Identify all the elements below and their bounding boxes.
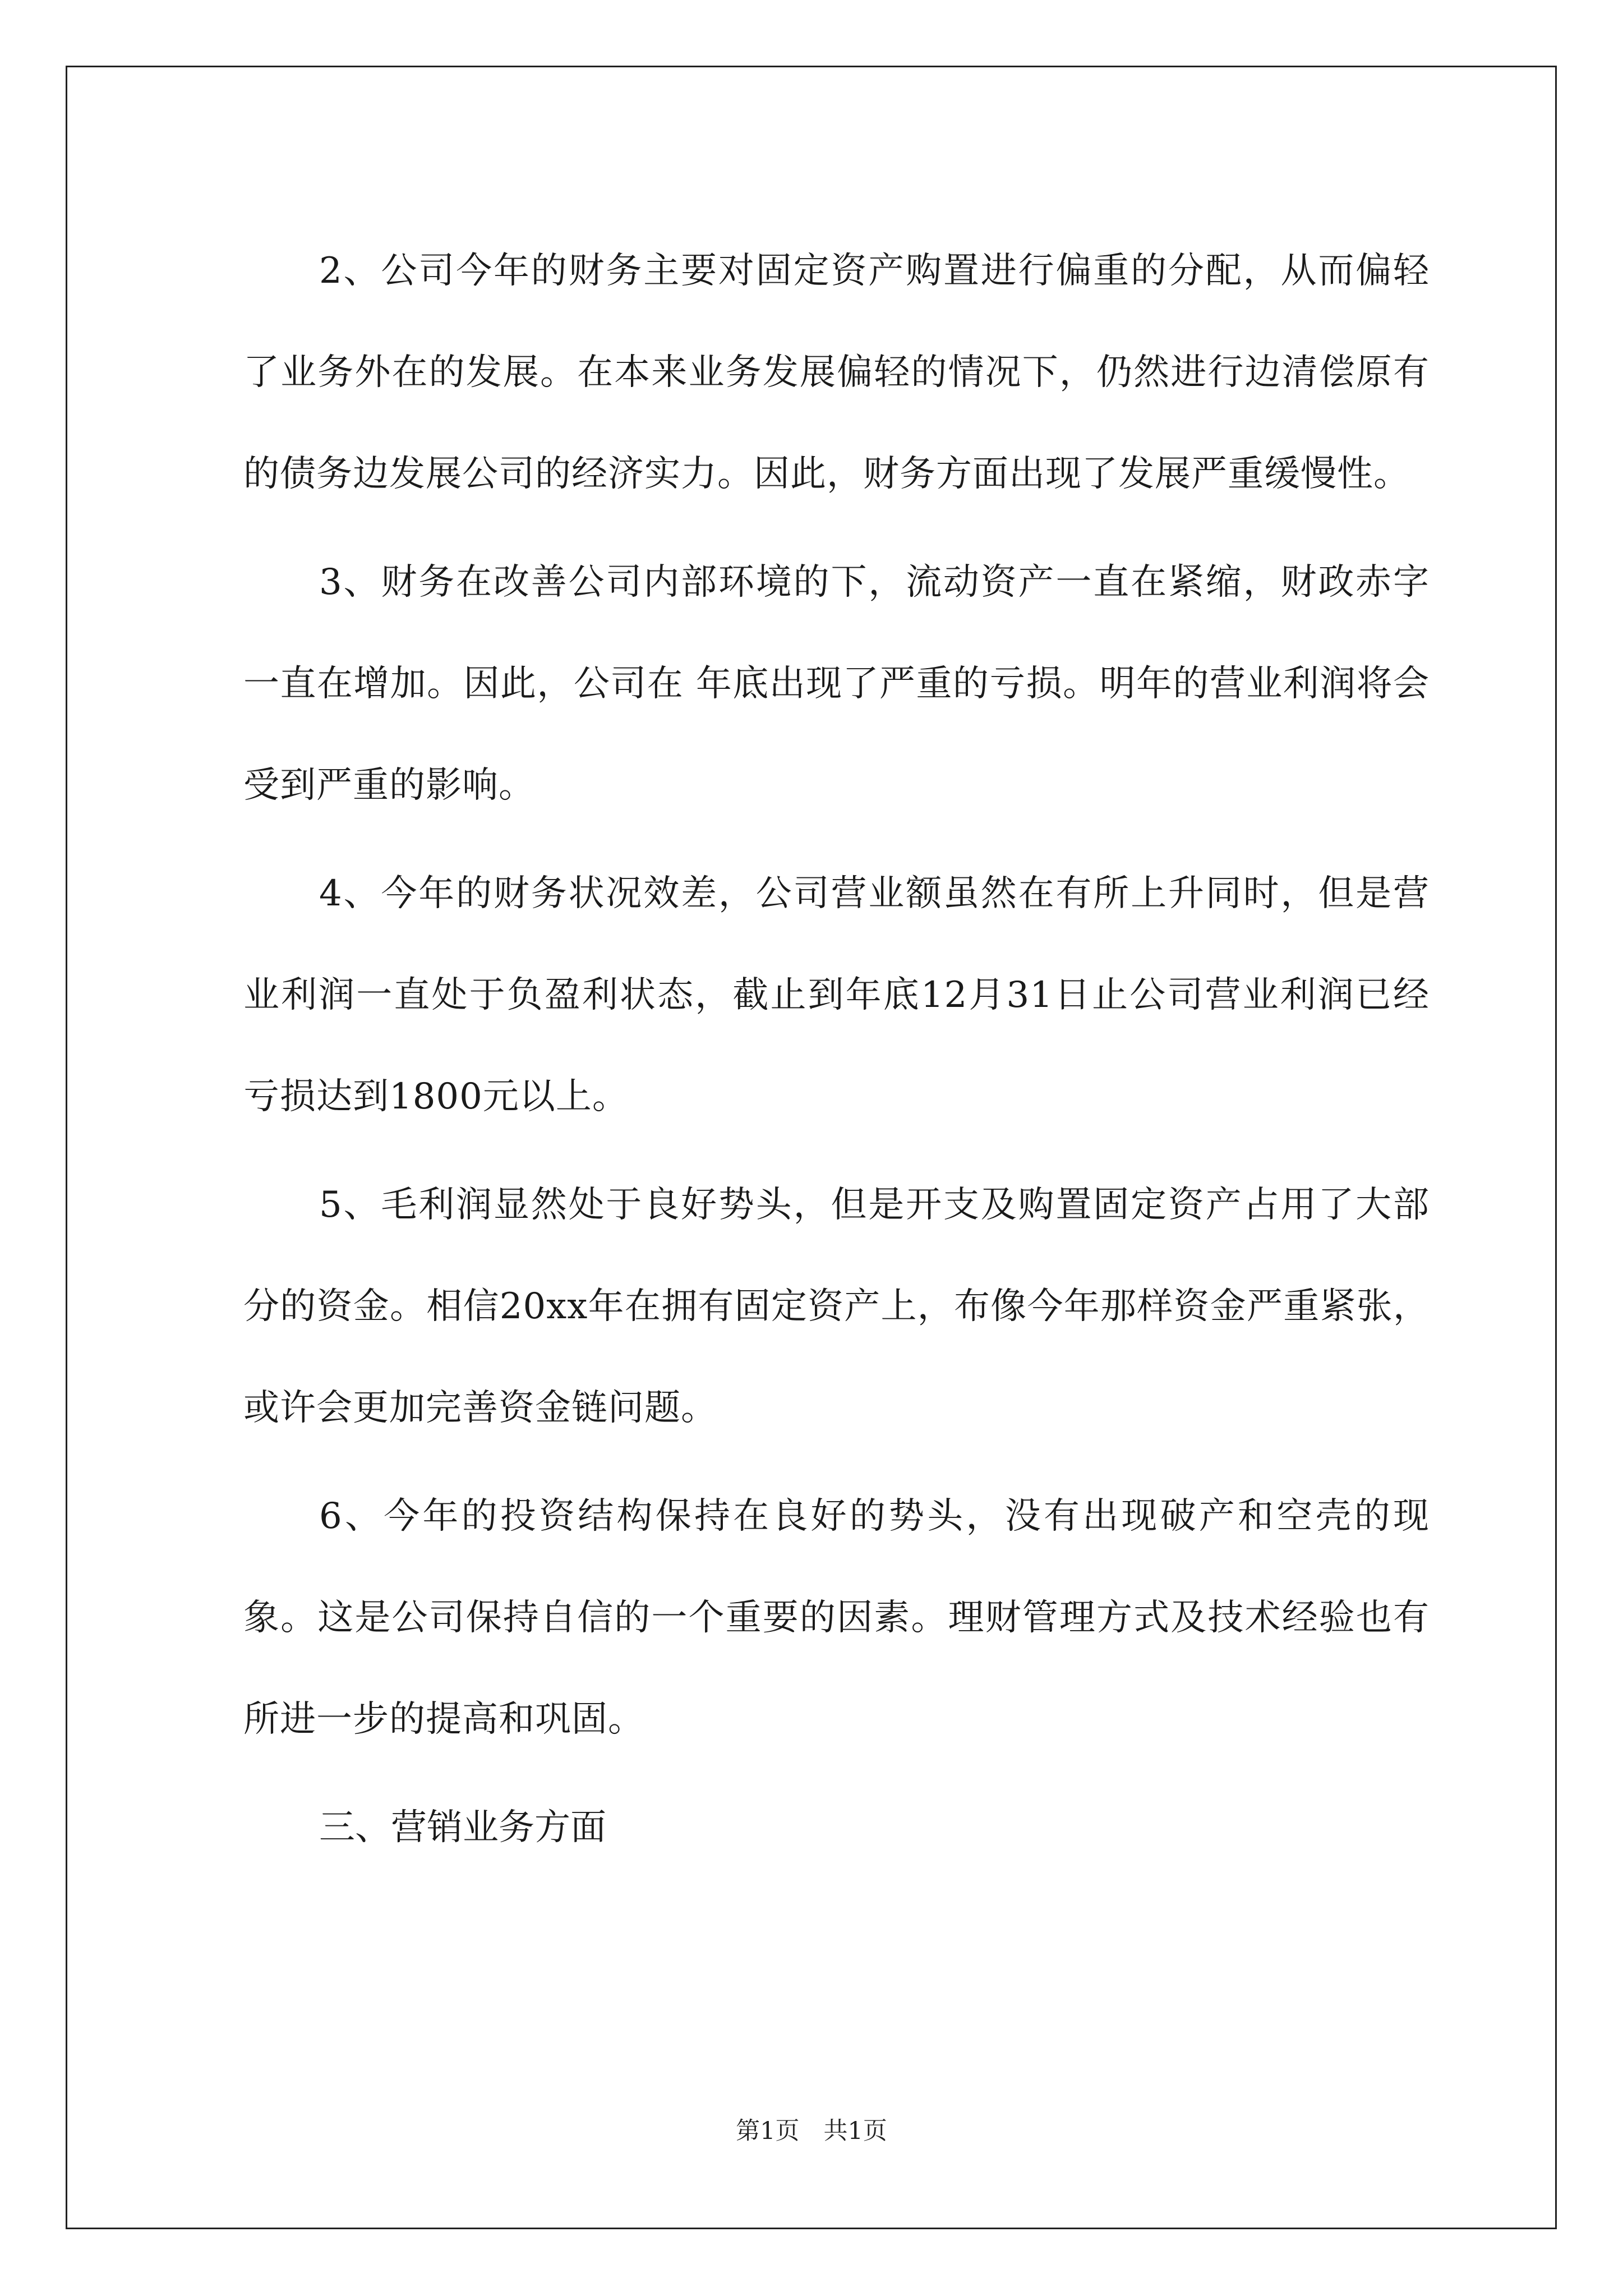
paragraph-item-5: 5、毛利润显然处于良好势头，但是开支及购置固定资产占用了大部分的资金。相信20xx年在拥有固定资产上，布像今年那样资金严重紧张，或许会更加完善资金链问题。 [243, 1184, 1430, 1429]
page-number-footer: 第1页 共1页 [736, 2117, 887, 2145]
paragraph-item-4: 4、今年的财务状况效差，公司营业额虽然在有所上升同时，但是营业利润一直处于负盈利状态，截止到年底12月31日止公司营业利润已经亏损达到1800元以上。 [243, 873, 1430, 1117]
paragraph-item-2: 2、公司今年的财务主要对固定资产购置进行偏重的分配，从而偏轻了业务外在的发展。在本来业务发展偏轻的情况下，仍然进行边清偿原有的债务边发展公司的经济实力。因此，财务方面出现了发展严重缓慢性。 [243, 250, 1430, 495]
document-body [243, 220, 1430, 1879]
paragraph-item-3: 3、财务在改善公司内部环境的下，流动资产一直在紧缩，财政赤字一直在增加。因此，公司在 年底出现了严重的亏损。明年的营业利润将会受到严重的影响。 [243, 562, 1430, 806]
paragraph-item-6: 6、今年的投资结构保持在良好的势头，没有出现破产和空壳的现象。这是公司保持自信的一个重要的因素。理财管理方式及技术经验也有所进一步的提高和巩固。 [243, 1496, 1430, 1740]
section-heading: 三、营销业务方面 [319, 1807, 606, 1848]
